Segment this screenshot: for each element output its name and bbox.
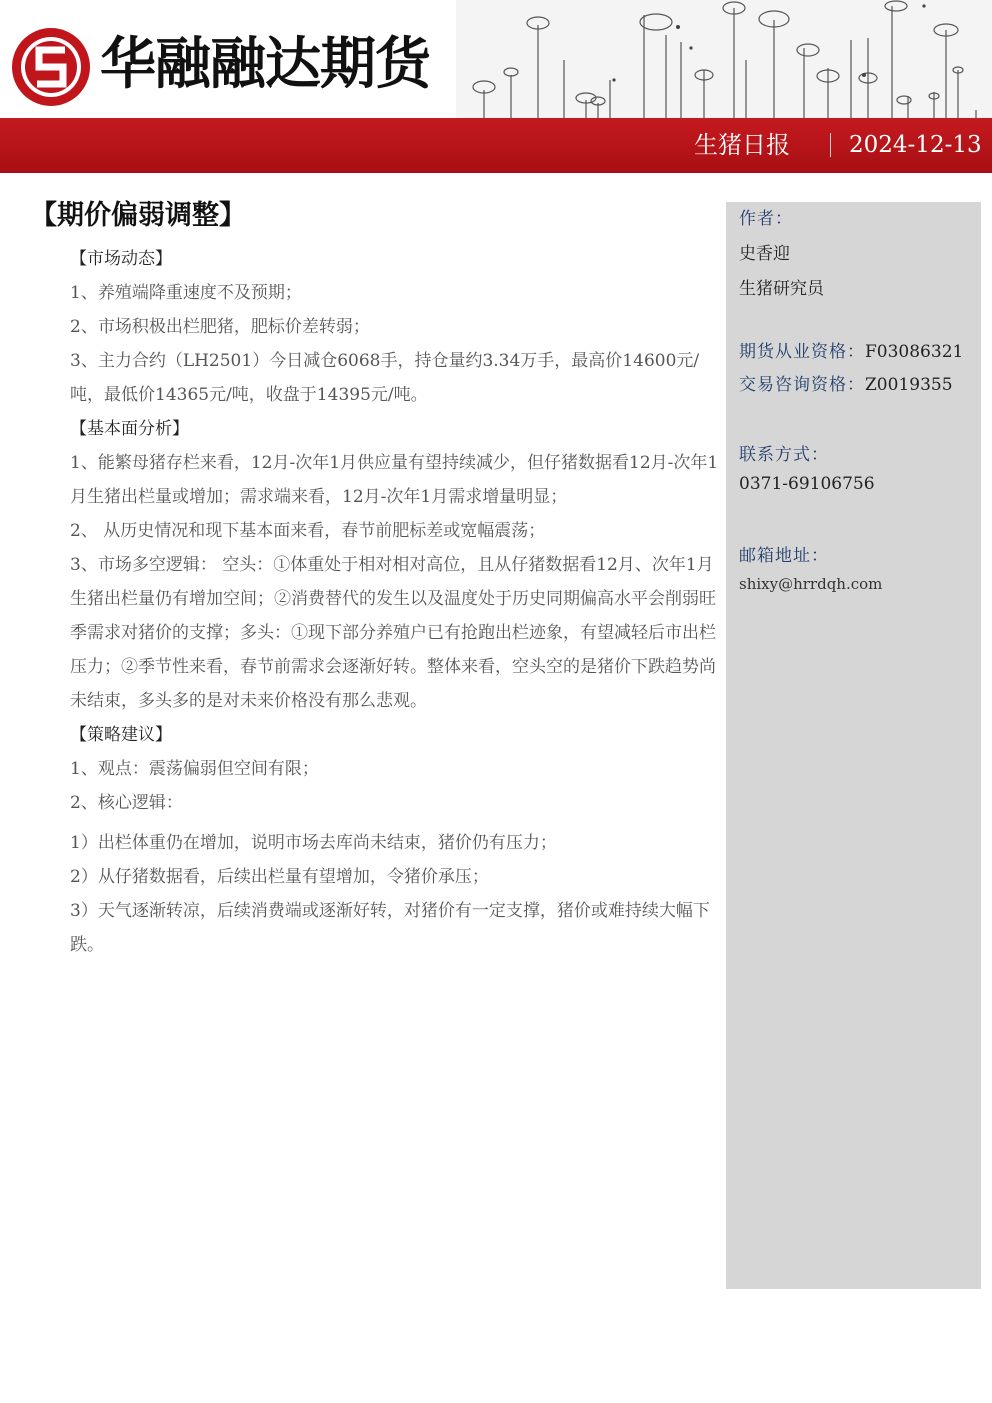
email-label: 邮箱地址： [739, 546, 829, 566]
report-name: 生猪日报 [694, 131, 790, 159]
section-title-market: 【市场动态】 [70, 249, 172, 269]
market-paragraph-2: 2、市场积极出栏肥猪，肥标价差转弱； [70, 317, 370, 337]
contact-phone: 0371-69106756 [739, 474, 875, 494]
decorative-pattern [456, 0, 992, 118]
author-sidebar [726, 202, 981, 1289]
futures-qualification-value: F03086321 [865, 342, 964, 362]
title-separator [830, 133, 831, 157]
author-title: 生猪研究员 [739, 279, 824, 299]
article-body [30, 196, 720, 962]
strategy-paragraph-2: 2、核心逻辑： [70, 793, 183, 813]
report-header [0, 0, 992, 175]
section-title-fundamentals: 【基本面分析】 [70, 419, 189, 439]
strategy-paragraph-5: 3）天气逐渐转凉，后续消费端或逐渐好转，对猪价有一定支撑，猪价或难持续大幅下跌。 [70, 901, 710, 955]
fundamentals-paragraph-1: 1、能繁母猪存栏来看，12月-次年1月供应量有望持续减少，但仔猪数据看12月-次年1月生猪出栏量或增加；需求端来看，12月-次年1月需求增量明显； [70, 453, 719, 507]
strategy-paragraph-1: 1、观点：震荡偏弱但空间有限； [70, 759, 319, 779]
author-label: 作者： [739, 209, 793, 229]
consult-qualification-value: Z0019355 [865, 375, 953, 395]
company-logo [10, 22, 450, 112]
fundamentals-paragraph-2: 2、 从历史情况和现下基本面来看，春节前肥标差或宽幅震荡； [70, 521, 546, 541]
consult-qualification-label: 交易咨询资格： [739, 375, 865, 395]
section-title-strategy: 【策略建议】 [70, 725, 172, 745]
report-date: 2024-12-13 [849, 132, 982, 158]
futures-qualification-label: 期货从业资格： [739, 342, 865, 362]
market-paragraph-1: 1、养殖端降重速度不及预期； [70, 283, 302, 303]
strategy-paragraph-3: 1）出栏体重仍在增加，说明市场去库尚未结束，猪价仍有压力； [70, 833, 557, 853]
fundamentals-paragraph-3: 3、市场多空逻辑： 空头：①体重处于相对相对高位，且从仔猪数据看12月、次年1月生猪出栏量仍有增加空间；②消费替代的发生以及温度处于历史同期偏高水平会削弱旺季需求对猪价的支撑；多头：①现下部分养殖户已有抢跑出栏迹象，有望减轻后市出栏压力；②季节性来看，春节前需求会逐渐好转。整体来看，空头空的是猪价下跌趋势尚未结束，多头多的是对未来价格没有那么悲观。 [70, 555, 716, 711]
futures-qualification [739, 337, 963, 362]
consult-qualification [739, 370, 953, 395]
company-logo-icon [10, 26, 92, 108]
author-name: 史香迎 [739, 244, 790, 264]
market-paragraph-3: 3、主力合约（LH2501）今日减仓6068手，持仓量约3.34万手，最高价14600元/吨，最低价14365元/吨，收盘于14395元/吨。 [70, 351, 700, 405]
contact-label: 联系方式： [739, 445, 829, 465]
strategy-paragraph-4: 2）从仔猪数据看，后续出栏量有望增加，令猪价承压； [70, 867, 489, 887]
email-address[interactable]: shixy@hrrdqh.com [739, 575, 883, 593]
article-headline: 【期价偏弱调整】 [30, 200, 246, 231]
company-name: 华融融达期货 [100, 32, 430, 97]
title-band [0, 118, 992, 173]
